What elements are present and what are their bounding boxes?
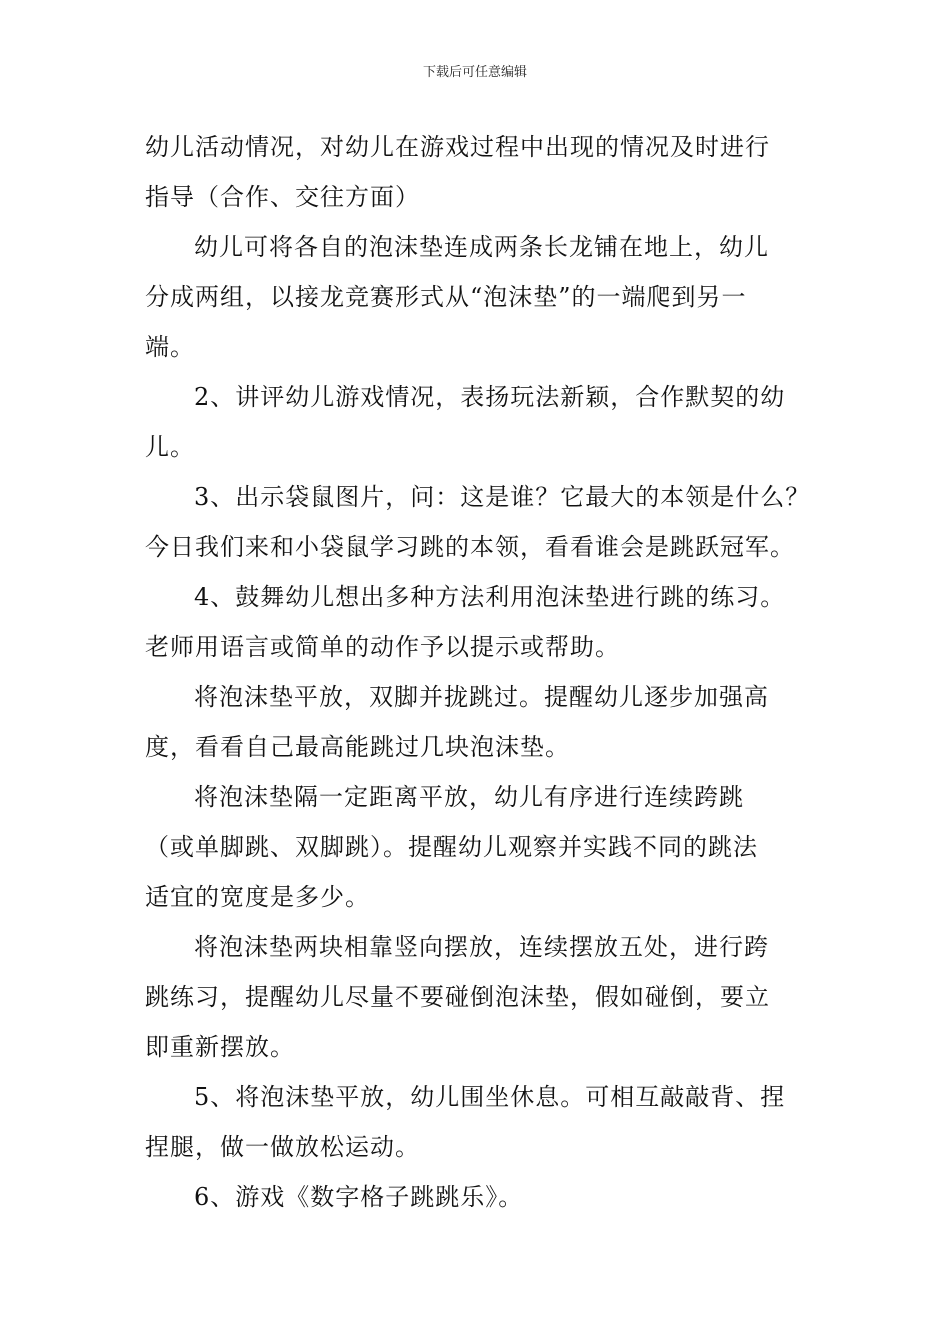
text-line: 分成两组，以接龙竞赛形式从“泡沫垫”的一端爬到另一 [145, 283, 747, 311]
text-line: 跳练习，提醒幼儿尽量不要碰倒泡沫垫，假如碰倒，要立 [145, 983, 770, 1011]
text-line: 4、鼓舞幼儿想出多种方法利用泡沫垫进行跳的练习。 [194, 583, 786, 611]
text-line: 即重新摆放。 [145, 1033, 295, 1061]
page-header: 下载后可任意编辑 [422, 65, 527, 80]
text-line: 5、将泡沫垫平放，幼儿围坐休息。可相互敲敲背、捏 [194, 1083, 786, 1111]
paragraph-step-5 [145, 1072, 810, 1172]
text-line: 将泡沫垫平放，双脚并拢跳过。提醒幼儿逐步加强高 [194, 683, 769, 711]
text-line: 将泡沫垫两块相靠竖向摆放，连续摆放五处，进行跨 [194, 933, 769, 961]
text-line: 指导（合作、交往方面） [145, 183, 420, 211]
text-line: 今日我们来和小袋鼠学习跳的本领，看看谁会是跳跃冠军。 [145, 533, 795, 561]
text-line: 捏腿，做一做放松运动。 [145, 1133, 420, 1161]
text-line: 3、出示袋鼠图片，问：这是谁？它最大的本领是什么？ [194, 483, 811, 511]
paragraph-step-2 [145, 372, 810, 472]
paragraph-step-6 [145, 1172, 810, 1222]
paragraph-spaced-jump [145, 772, 810, 922]
text-line: 将泡沫垫隔一定距离平放，幼儿有序进行连续跨跳 [194, 783, 744, 811]
text-line: （或单脚跳、双脚跳）。提醒幼儿观察并实践不同的跳法 [145, 833, 758, 861]
paragraph-step-3 [145, 472, 810, 572]
paragraph-step-4 [145, 572, 810, 672]
paragraph-flat-jump [145, 672, 810, 772]
paragraph-foam-mat-relay [145, 222, 810, 372]
text-line: 2、讲评幼儿游戏情况，表扬玩法新颖，合作默契的幼 [194, 383, 786, 411]
text-line: 度，看看自己最高能跳过几块泡沫垫。 [145, 733, 570, 761]
paragraph-activity-guidance [145, 122, 810, 222]
paragraph-vertical-jump [145, 922, 810, 1072]
text-line: 老师用语言或简单的动作予以提示或帮助。 [145, 633, 620, 661]
document-body [145, 122, 810, 1222]
text-line: 6、游戏《数字格子跳跳乐》。 [194, 1183, 524, 1211]
text-line: 幼儿活动情况，对幼儿在游戏过程中出现的情况及时进行 [145, 133, 770, 161]
text-line: 幼儿可将各自的泡沫垫连成两条长龙铺在地上，幼儿 [194, 233, 769, 261]
text-line: 儿。 [145, 433, 195, 461]
text-line: 适宜的宽度是多少。 [145, 883, 370, 911]
text-line: 端。 [145, 333, 195, 361]
